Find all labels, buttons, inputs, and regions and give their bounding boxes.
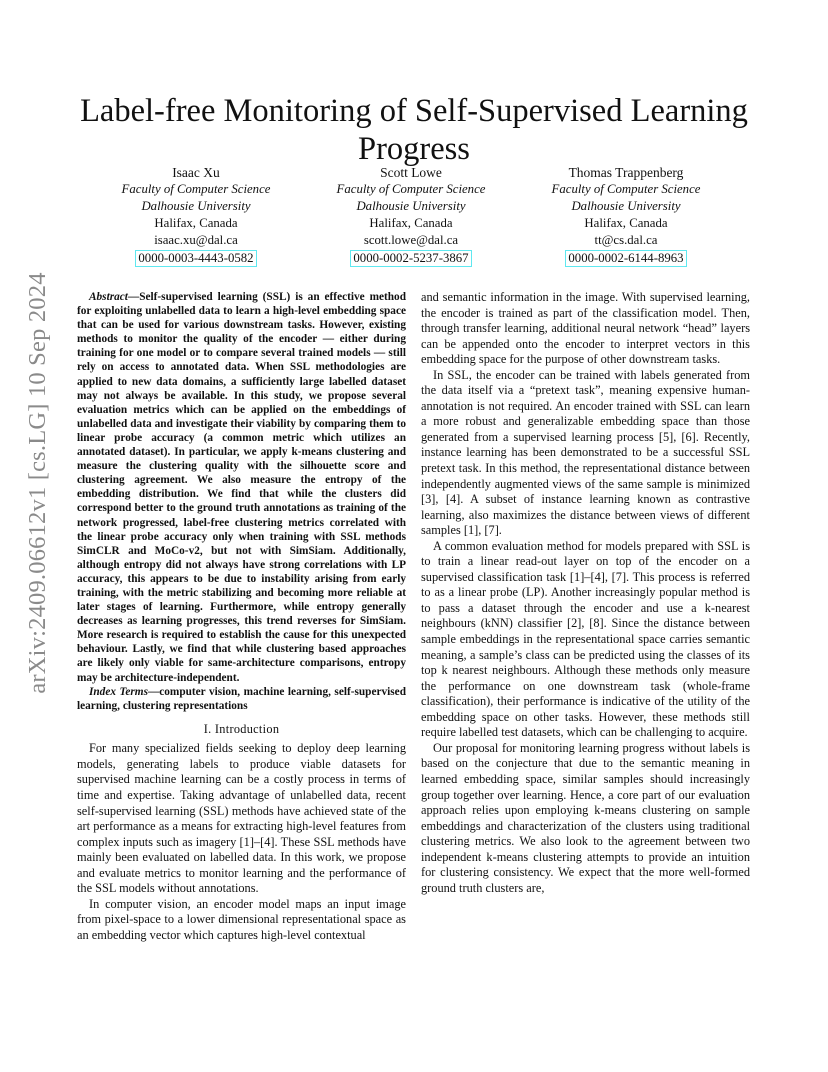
author-name: Thomas Trappenberg [568,165,684,180]
body-paragraph: In SSL, the encoder can be trained with labels generated from the data itself via a “pretext task”, meaning expensive human-annotation is not required. An encoder trained with SSL can learn a more robust and generalizable embedding space than those generated from a supervised learning process [5], [6]. Recently, instance learning has been demonstrated to be a successful SSL pretext task. In this method, the representational distance between independently augmented views of the same sample is minimized [3], [4]. A subset of instance learning known as contrastive learning, also maximizes the distance between views of different samples [1], [7]. [421,367,750,538]
body-paragraph: Our proposal for monitoring learning progress without labels is based on the conjecture that due to the semantic meaning in learned embedding space, similar samples should increasingly group together over learning. Hence, a core part of our evaluation approach relies upon employing k-means clustering on sample embeddings and characterization of the clusters using traditional clustering metrics. We also look to the agreement between two independent k-means clustering attempts to provide an intuition for clustering consistency. We expect that the more well-formed ground truth clusters are, [421,740,750,895]
orcid-link[interactable]: 0000-0003-4443-0582 [135,250,256,267]
author-affiliation: Faculty of Computer Science [551,182,701,196]
left-column [77,290,406,943]
author-location: Halifax, Canada [369,216,453,230]
index-terms [77,685,406,713]
abstract-label: Abstract [89,291,128,303]
abstract [77,290,406,685]
arxiv-identifier: arXiv:2409.06612v1 [cs.LG] 10 Sep 2024 [24,272,51,694]
body-paragraph: For many specialized fields seeking to deploy deep learning models, generating labels to produce viable datasets for supervised machine learning can be a costly process in terms of time and expertise. Taking advantage of unlabelled data, recent self-supervised learning (SSL) methods have achieved state of the art performance as a means for extracting high-level features from complex inputs such as imagery [1]–[4]. These SSL methods have mainly been evaluated on labelled data. In this work, we propose and evaluate metrics to monitor learning and the performance of the SSL models without annotations. [77,741,406,896]
author-university: Dalhousie University [571,199,681,213]
index-terms-text: —computer vision, machine learning, self-supervised learning, clustering representations [77,685,406,712]
orcid-link[interactable]: 0000-0002-5237-3867 [350,250,471,267]
author-university: Dalhousie University [356,199,466,213]
paper-title: Label-free Monitoring of Self-Supervised Learning Progress [80,92,748,167]
body-paragraph: A common evaluation method for models prepared with SSL is to train a linear read-out layer on top of the encoder on a supervised classification task [1]–[4], [7]. This process is referred to as a linear probe (LP). Another increasingly popular method is to pass a dataset through the encoder and use a k-nearest neighbours (kNN) classifier [2], [8]. Since the distance between sample embeddings in the representational space carries semantic meaning, a sample’s class can be predicted using the classes of its top k nearest neighbours. Although these methods only measure the performance on one downstream task (whole-frame classification), their performance is indicative of the utility of the embedding space on other tasks. However, these methods still require labelled test datasets, which can be challenging to acquire. [421,538,750,740]
author-3 [516,164,736,267]
index-terms-label: Index Terms [89,685,148,698]
body-paragraph: and semantic information in the image. With supervised learning, the encoder is trained as part of the classification model. Then, through transfer learning, additional neural network “head” layers can be appended onto the encoder to interpret vectors in this embedding space for the purpose of other downstream tasks. [421,290,750,367]
author-name: Isaac Xu [172,165,220,180]
author-2 [301,164,521,267]
author-name: Scott Lowe [380,165,442,180]
author-1 [86,164,306,267]
orcid-link[interactable]: 0000-0002-6144-8963 [565,250,686,267]
author-location: Halifax, Canada [584,216,668,230]
section-heading: I. Introduction [203,721,280,736]
author-email: isaac.xu@dal.ca [154,233,238,247]
abstract-text: —Self-supervised learning (SSL) is an effective method for exploiting unlabelled data to learn a high-level embedding space that can be used for various downstream tasks. However, existing methods to monitor the quality of the encoder — either during training for one model or to compare several trained models — still rely on access to annotated data. When SSL methodologies are applied to new data domains, a sufficiently large labelled dataset may not always be available. In this study, we propose several evaluation metrics which can be applied on the embeddings of unlabelled data and investigate their viability by comparing them to linear probe accuracy (a common metric which utilizes an annotated dataset). In particular, we apply k-means clustering and measure the clustering quality with the silhouette score and clustering agreement. We also measure the entropy of the embedding distribution. We find that while the clusters did correspond better to the ground truth annotations as training of the network progressed, label-free clustering metrics correlated with the linear probe accuracy only when training with SSL methods SimCLR and MoCo-v2, but not with SimSiam. Additionally, although entropy did not always have strong correlations with LP accuracy, this appears to be due to instability arising from early training, with the metric stabilizing and becoming more reliable at later stages of learning. Furthermore, while entropy generally decreases as learning progresses, this trend reverses for SimSiam. More research is required to establish the cause for this unexpected behaviour. Lastly, we find that while clustering based approaches are likely only viable for same-architecture comparisons, entropy may be architecture-independent. [77,291,406,684]
author-affiliation: Faculty of Computer Science [121,182,271,196]
author-university: Dalhousie University [141,199,251,213]
author-affiliation: Faculty of Computer Science [336,182,486,196]
author-email: scott.lowe@dal.ca [363,233,459,247]
right-column [421,290,750,896]
author-location: Halifax, Canada [154,216,238,230]
author-email: tt@cs.dal.ca [594,233,658,247]
body-paragraph: In computer vision, an encoder model maps an input image from pixel-space to a lower dimensional representational space as an embedding vector which captures high-level contextual [77,896,406,942]
arxiv-side-stamp [18,272,58,694]
